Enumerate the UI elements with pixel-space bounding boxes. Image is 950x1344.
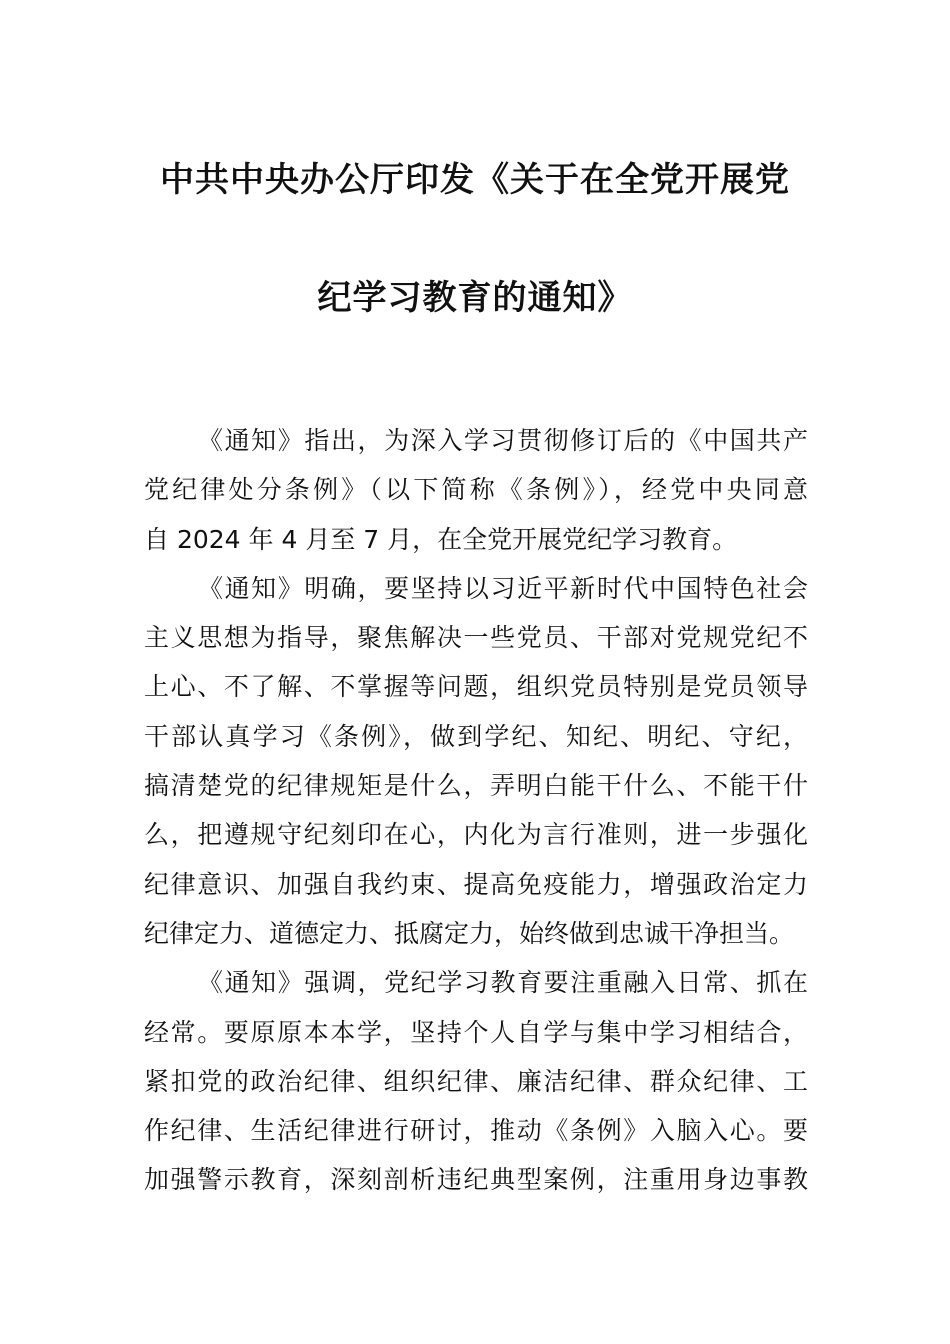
document-title-line-2: 纪学习教育的通知》 [317, 278, 633, 318]
document-body [144, 416, 808, 1205]
text-line: 加强警示教育，深刻剖析违纪典型案例，注重用身边事教 [144, 1165, 808, 1195]
text-line: 上心、不了解、不掌握等问题，组织党员特别是党员领导 [144, 672, 808, 702]
text-line: 《通知》指出，为深入学习贯彻修订后的《中国共产 [198, 426, 808, 455]
text-line: 《通知》强调，党纪学习教育要注重融入日常、抓在 [198, 968, 808, 998]
text-line: 作纪律、生活纪律进行研讨，推动《条例》入脑入心。要 [144, 1116, 808, 1146]
text-line: 纪律定力、道德定力、抵腐定力，始终做到忠诚干净担当。 [144, 918, 795, 948]
text-line: 自 2024 年 4 月至 7 月，在全党开展党纪学习教育。 [144, 524, 738, 554]
text-line: 紧扣党的政治纪律、组织纪律、廉洁纪律、群众纪律、工 [144, 1066, 808, 1096]
text-line: 干部认真学习《条例》，做到学纪、知纪、明纪、守纪， [144, 721, 808, 751]
document-title-line-1: 中共中央办公厅印发《关于在全党开展党 [160, 160, 790, 200]
paragraph-3 [144, 958, 808, 1204]
text-line: 《通知》明确，要坚持以习近平新时代中国特色社会 [198, 573, 808, 603]
text-line: 纪律意识、加强自我约束、提高免疫能力，增强政治定力 [144, 869, 808, 899]
text-line: 搞清楚党的纪律规矩是什么，弄明白能干什么、不能干什 [144, 771, 808, 801]
text-line: 主义思想为指导，聚焦解决一些党员、干部对党规党纪不 [144, 623, 808, 653]
text-line: 经常。要原原本本学，坚持个人自学与集中学习相结合， [144, 1017, 808, 1047]
text-line: 党纪律处分条例》（以下简称《条例》），经党中央同意 [144, 475, 808, 505]
paragraph-2 [144, 564, 808, 958]
text-line: 么，把遵规守纪刻印在心，内化为言行准则，进一步强化 [144, 820, 808, 850]
paragraph-1 [144, 416, 808, 564]
